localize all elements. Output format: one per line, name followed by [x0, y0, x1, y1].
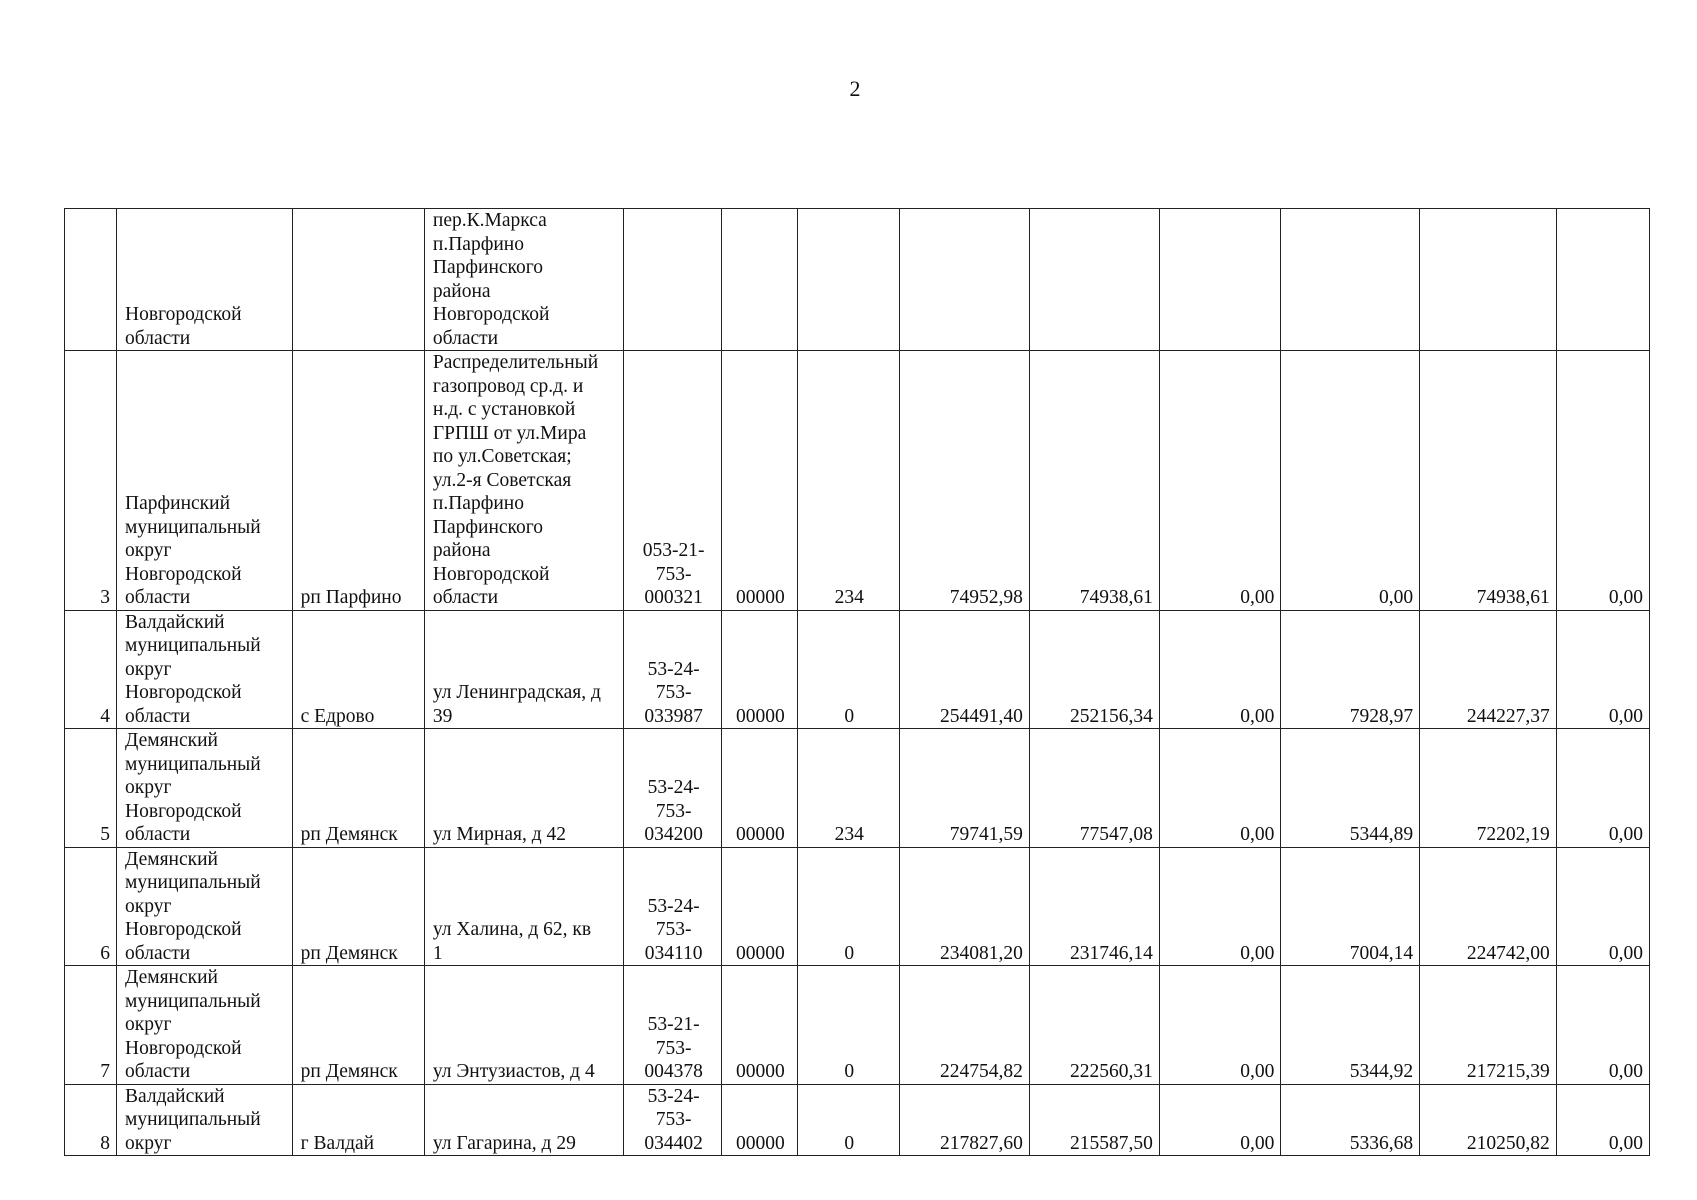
table-cell: 222560,31 [1029, 966, 1159, 1085]
table-cell: 0,00 [1556, 966, 1649, 1085]
table-cell: 224742,00 [1420, 847, 1557, 966]
table-cell: 234 [797, 351, 899, 611]
table-cell: г Валдай [292, 1084, 424, 1156]
table-cell: 7 [65, 966, 117, 1085]
table-cell: 0 [797, 847, 899, 966]
table-cell: 5 [65, 729, 117, 848]
table-cell: 254491,40 [899, 610, 1029, 729]
table-cell: 7928,97 [1281, 610, 1420, 729]
table-cell: 00000 [721, 847, 797, 966]
table-cell: 0 [797, 610, 899, 729]
table-cell: с Едрово [292, 610, 424, 729]
table-cell: 53-24- 753- 034110 [624, 847, 722, 966]
table-cell: 00000 [721, 610, 797, 729]
table-cell: 6 [65, 847, 117, 966]
table-cell: 0,00 [1159, 847, 1280, 966]
table-cell: 234081,20 [899, 847, 1029, 966]
table-cell: 224754,82 [899, 966, 1029, 1085]
table-cell: 0 [797, 966, 899, 1085]
table-cell: 231746,14 [1029, 847, 1159, 966]
table-cell: рп Демянск [292, 847, 424, 966]
table-cell: 00000 [721, 729, 797, 848]
table-cell [1159, 209, 1280, 351]
table-row [65, 209, 1650, 351]
table-cell: ул Халина, д 62, кв 1 [424, 847, 623, 966]
table-cell: 77547,08 [1029, 729, 1159, 848]
table-cell: 5336,68 [1281, 1084, 1420, 1156]
table-row [65, 610, 1650, 729]
page-number: 2 [849, 76, 861, 101]
table-cell: 5344,92 [1281, 966, 1420, 1085]
table-cell: 00000 [721, 966, 797, 1085]
table-cell: Демянский муниципальный округ Новгородской области [117, 966, 293, 1085]
table-cell: Валдайский муниципальный округ [117, 1084, 293, 1156]
table-cell: 0,00 [1556, 610, 1649, 729]
table-cell: Парфинский муниципальный округ Новгородской области [117, 351, 293, 611]
table-cell: рп Демянск [292, 966, 424, 1085]
table-cell: 0,00 [1556, 351, 1649, 611]
table-row [65, 351, 1650, 611]
table-cell: рп Парфино [292, 351, 424, 611]
table-cell: Распределительный газопровод ср.д. и н.д. с установкой ГРПШ от ул.Мира по ул.Советская; ул.2-я Советская п.Парфино Парфинского района Новгородской области [424, 351, 623, 611]
table-body [65, 209, 1650, 1156]
table-cell: ул Гагарина, д 29 [424, 1084, 623, 1156]
table-cell: 217215,39 [1420, 966, 1557, 1085]
table-row [65, 847, 1650, 966]
table-cell: Демянский муниципальный округ Новгородской области [117, 729, 293, 848]
table-cell [721, 209, 797, 351]
table-cell: 0,00 [1556, 1084, 1649, 1156]
table-cell: 0,00 [1281, 351, 1420, 611]
table-cell: 0,00 [1556, 847, 1649, 966]
table-cell: 53-24- 753- 034402 [624, 1084, 722, 1156]
table-cell: 3 [65, 351, 117, 611]
table-cell: Новгородской области [117, 209, 293, 351]
table-cell: 74952,98 [899, 351, 1029, 611]
table-cell: 72202,19 [1420, 729, 1557, 848]
table-cell: 215587,50 [1029, 1084, 1159, 1156]
table-cell: 00000 [721, 1084, 797, 1156]
table-cell: 4 [65, 610, 117, 729]
table-cell: 244227,37 [1420, 610, 1557, 729]
table-cell: ул Энтузиастов, д 4 [424, 966, 623, 1085]
table-cell [899, 209, 1029, 351]
table-cell: 53-24- 753- 033987 [624, 610, 722, 729]
table-cell: 53-24- 753- 034200 [624, 729, 722, 848]
table-cell: 0,00 [1159, 966, 1280, 1085]
table-cell [65, 209, 117, 351]
table-cell: 8 [65, 1084, 117, 1156]
table-cell: 79741,59 [899, 729, 1029, 848]
table-row [65, 966, 1650, 1085]
table-row [65, 729, 1650, 848]
table-cell: 217827,60 [899, 1084, 1029, 1156]
table-cell: 252156,34 [1029, 610, 1159, 729]
table-cell [1556, 209, 1649, 351]
table-cell: 0 [797, 1084, 899, 1156]
table-cell: 74938,61 [1029, 351, 1159, 611]
table-cell: 0,00 [1159, 1084, 1280, 1156]
table-cell: 0,00 [1159, 729, 1280, 848]
table-cell: 74938,61 [1420, 351, 1557, 611]
table-cell: 0,00 [1556, 729, 1649, 848]
data-table [64, 208, 1650, 1156]
table-cell: Демянский муниципальный округ Новгородской области [117, 847, 293, 966]
table-cell: 234 [797, 729, 899, 848]
table-cell: 0,00 [1159, 610, 1280, 729]
table-row [65, 1084, 1650, 1156]
table-cell: 53-21- 753- 004378 [624, 966, 722, 1085]
table-cell: ул Ленинградская, д 39 [424, 610, 623, 729]
table-cell [1029, 209, 1159, 351]
table-cell [624, 209, 722, 351]
table-cell: ул Мирная, д 42 [424, 729, 623, 848]
table-cell: 0,00 [1159, 351, 1280, 611]
table-cell: 5344,89 [1281, 729, 1420, 848]
table-cell: рп Демянск [292, 729, 424, 848]
table-cell: 210250,82 [1420, 1084, 1557, 1156]
table-cell: 7004,14 [1281, 847, 1420, 966]
table-cell: пер.К.Маркса п.Парфино Парфинского района Новгородской области [424, 209, 623, 351]
table-cell: 053-21- 753- 000321 [624, 351, 722, 611]
table-cell: 00000 [721, 351, 797, 611]
table-cell [1420, 209, 1557, 351]
table-cell [797, 209, 899, 351]
table-cell [292, 209, 424, 351]
table-cell: Валдайский муниципальный округ Новгородской области [117, 610, 293, 729]
table-cell [1281, 209, 1420, 351]
